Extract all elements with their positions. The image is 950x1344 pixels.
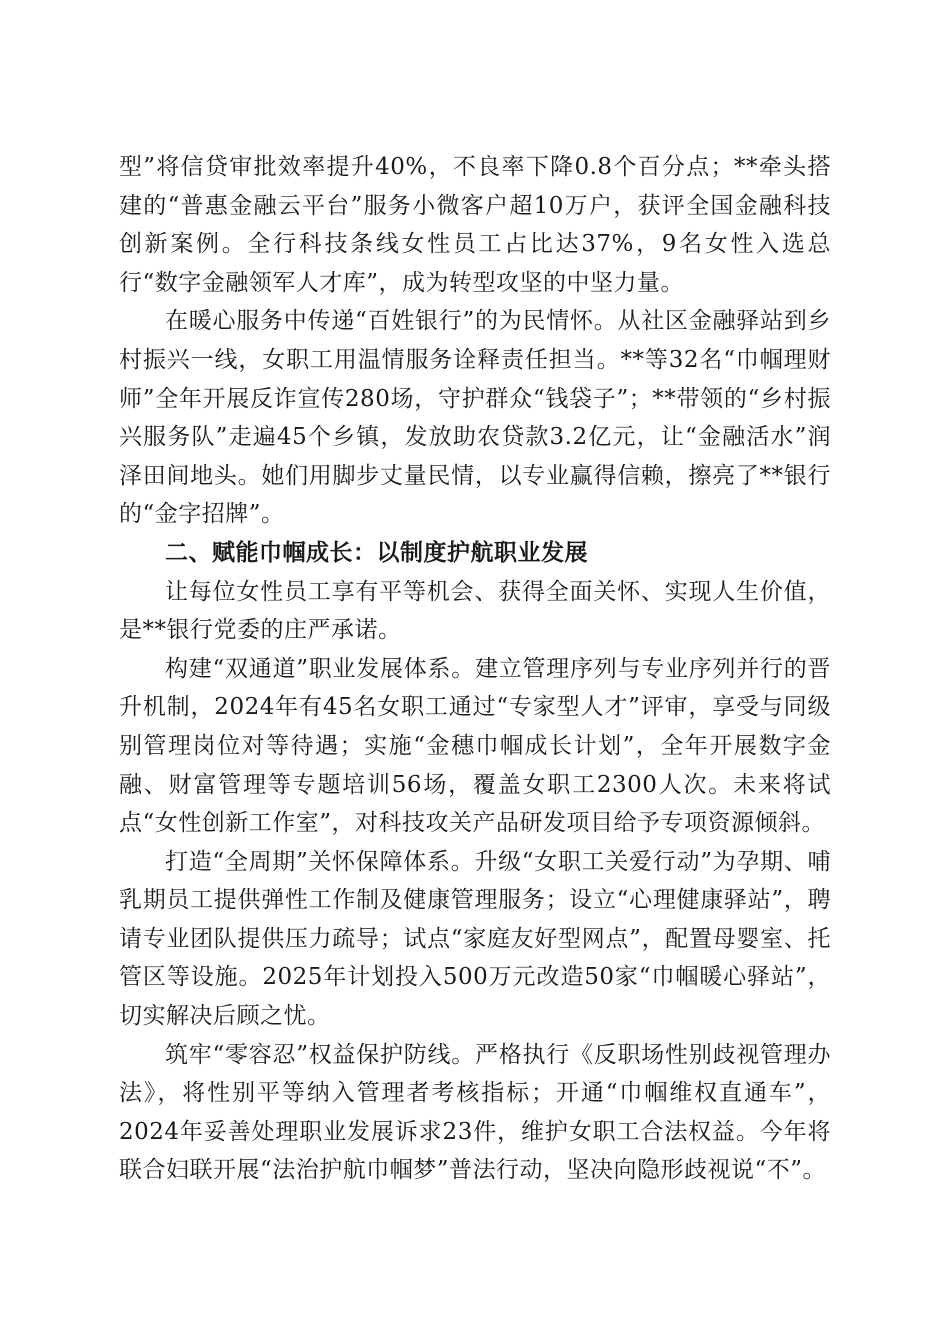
- paragraph-rights-protection: 筑牢“零容忍”权益保护防线。严格执行《反职场性别歧视管理办法》，将性别平等纳入管理者考核指标；开通“巾帼维权直通车”，2024年妥善处理职业发展诉求23件，维护女职工合法权益。今年将联合妇联开展“法治护航巾帼梦”普法行动，坚决向隐形歧视说“不”。: [119, 1041, 831, 1184]
- paragraph-continuation: 型”将信贷审批效率提升40%，不良率下降0.8个百分点；**牵头搭建的“普惠金融云平台”服务小微客户超10万户，获评全国金融科技创新案例。全行科技条线女性员工占比达37%，9名女性入选总行“数字金融领军人才库”，成为转型攻坚的中坚力量。: [119, 154, 831, 296]
- document-body: [119, 148, 831, 1190]
- paragraph-warm-service: 在暖心服务中传递“百姓银行”的为民情怀。从社区金融驿站到乡村振兴一线，女职工用温情服务诠释责任担当。**等32名“巾帼理财师”全年开展反诈宣传280场，守护群众“钱袋子”；**带领的“乡村振兴服务队”走遍45个乡镇，发放助农贷款3.2亿元，让“金融活水”润泽田间地头。她们用脚步丈量民情，以专业赢得信赖，擦亮了**银行的“金字招牌”。: [119, 308, 831, 528]
- paragraph-dual-channel: 构建“双通道”职业发展体系。建立管理序列与专业序列并行的晋升机制，2024年有45名女职工通过“专家型人才”评审，享受与同级别管理岗位对等待遇；实施“金穗巾帼成长计划”，全年开展数字金融、财富管理等专题培训56场，覆盖女职工2300人次。未来将试点“女性创新工作室”，对科技攻关产品研发项目给予专项资源倾斜。: [119, 655, 831, 837]
- paragraph-commitment: 让每位女性员工享有平等机会、获得全面关怀、实现人生价值，是**银行党委的庄严承诺。: [119, 578, 831, 644]
- paragraph-care-system: 打造“全周期”关怀保障体系。升级“女职工关爱行动”为孕期、哺乳期员工提供弹性工作制及健康管理服务；设立“心理健康驿站”，聘请专业团队提供压力疏导；试点“家庭友好型网点”，配置母婴室、托管区等设施。2025年计划投入500万元改造50家“巾帼暖心驿站”，切实解决后顾之忧。: [119, 848, 831, 1030]
- section-heading: 二、赋能巾帼成长：以制度护航职业发展: [165, 539, 588, 566]
